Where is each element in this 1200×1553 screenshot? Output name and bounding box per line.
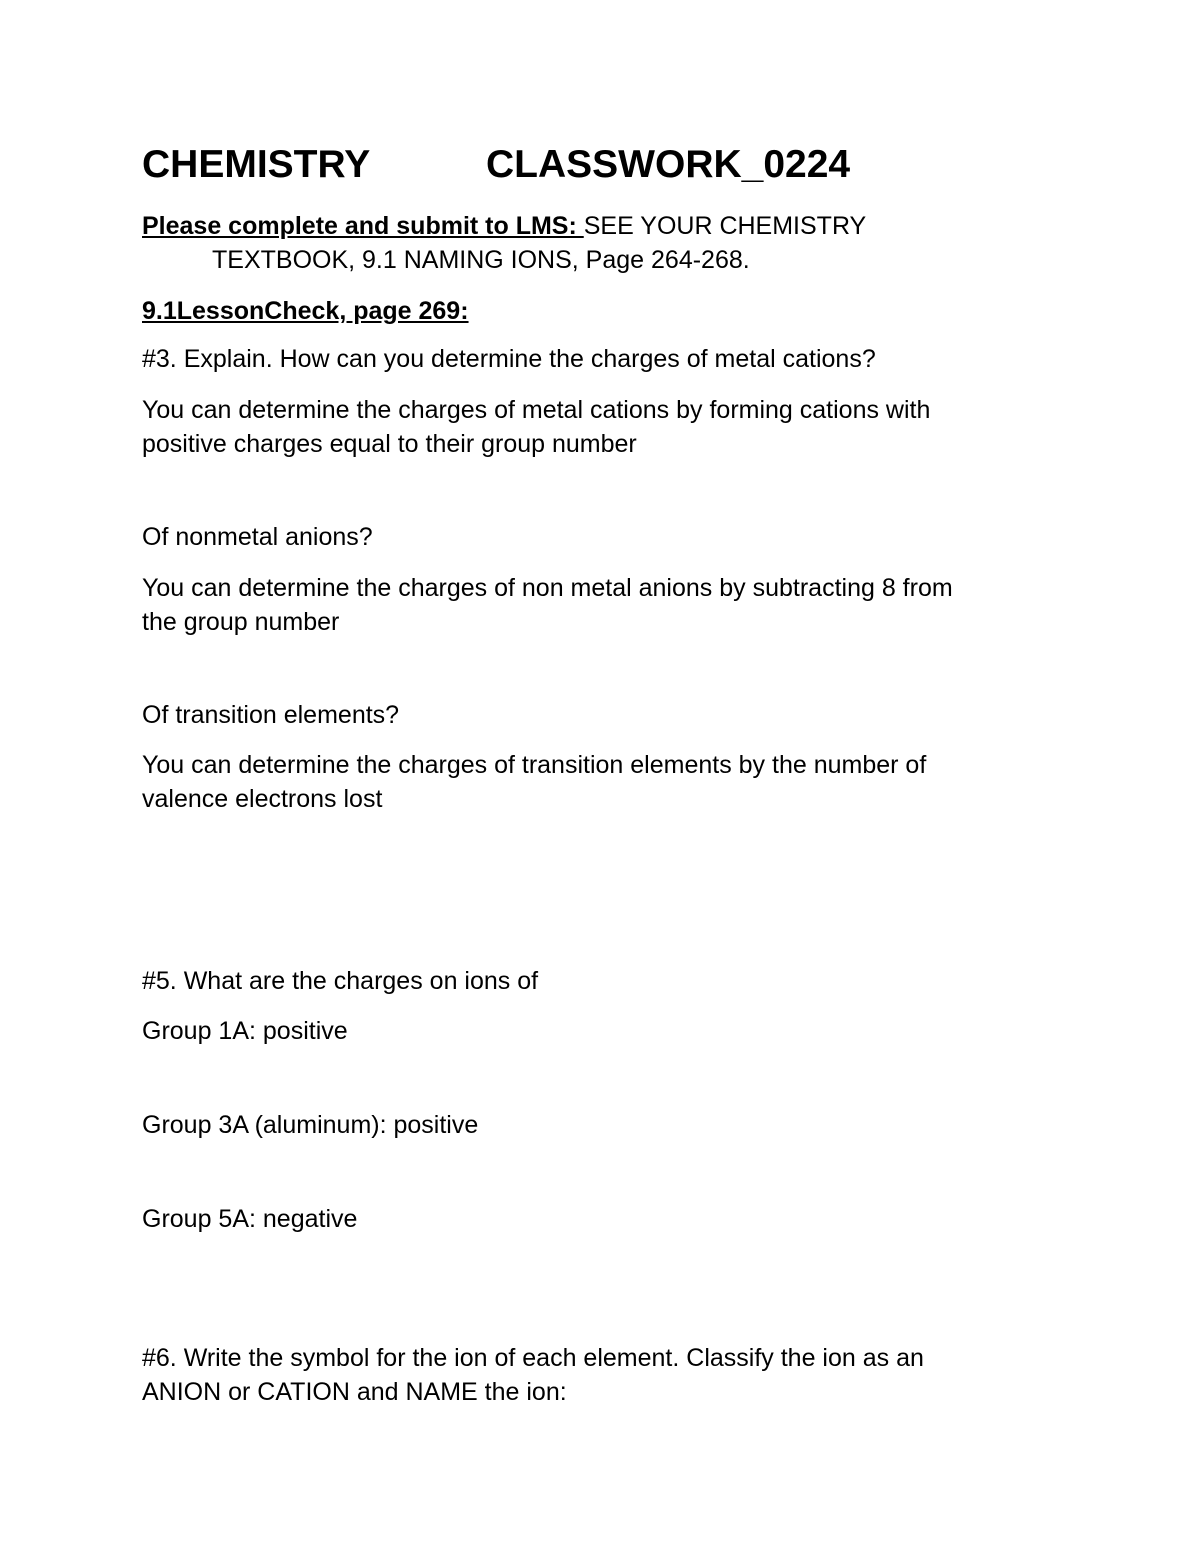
subject-title: CHEMISTRY <box>142 143 371 186</box>
instructions-text-1: SEE YOUR CHEMISTRY <box>583 212 867 240</box>
q3-sub2-answer-line-1: You can determine the charges of transition elements by the number of <box>142 751 927 779</box>
q3-sub1-answer-line-2: the group number <box>142 608 340 636</box>
q3-question: #3. Explain. How can you determine the charges of metal cations? <box>142 345 876 373</box>
q5-group-1a: Group 1A: positive <box>142 1017 348 1045</box>
q6-question-line-2: ANION or CATION and NAME the ion: <box>142 1378 567 1406</box>
q5-question: #5. What are the charges on ions of <box>142 967 539 995</box>
instructions-line-1 <box>142 209 866 243</box>
q5-group-5a: Group 5A: negative <box>142 1205 358 1233</box>
q3-sub1-answer-line-1: You can determine the charges of non metal anions by subtracting 8 from <box>142 574 953 602</box>
q3-answer-line-2: positive charges equal to their group number <box>142 430 637 458</box>
assignment-title: CLASSWORK_0224 <box>486 143 851 186</box>
q3-answer-line-1: You can determine the charges of metal cations by forming cations with <box>142 396 931 424</box>
q3-sub2-answer-line-2: valence electrons lost <box>142 785 383 813</box>
instructions-lead: Please complete and submit to LMS: <box>142 212 584 240</box>
q3-sub1-question: Of nonmetal anions? <box>142 523 373 551</box>
lesson-check-heading: 9.1LessonCheck, page 269: <box>142 297 469 325</box>
q5-group-3a: Group 3A (aluminum): positive <box>142 1111 479 1139</box>
q6-question-line-1: #6. Write the symbol for the ion of each element. Classify the ion as an <box>142 1344 924 1372</box>
instructions-line-2: TEXTBOOK, 9.1 NAMING IONS, Page 264-268. <box>212 246 750 274</box>
q3-sub2-question: Of transition elements? <box>142 701 400 729</box>
